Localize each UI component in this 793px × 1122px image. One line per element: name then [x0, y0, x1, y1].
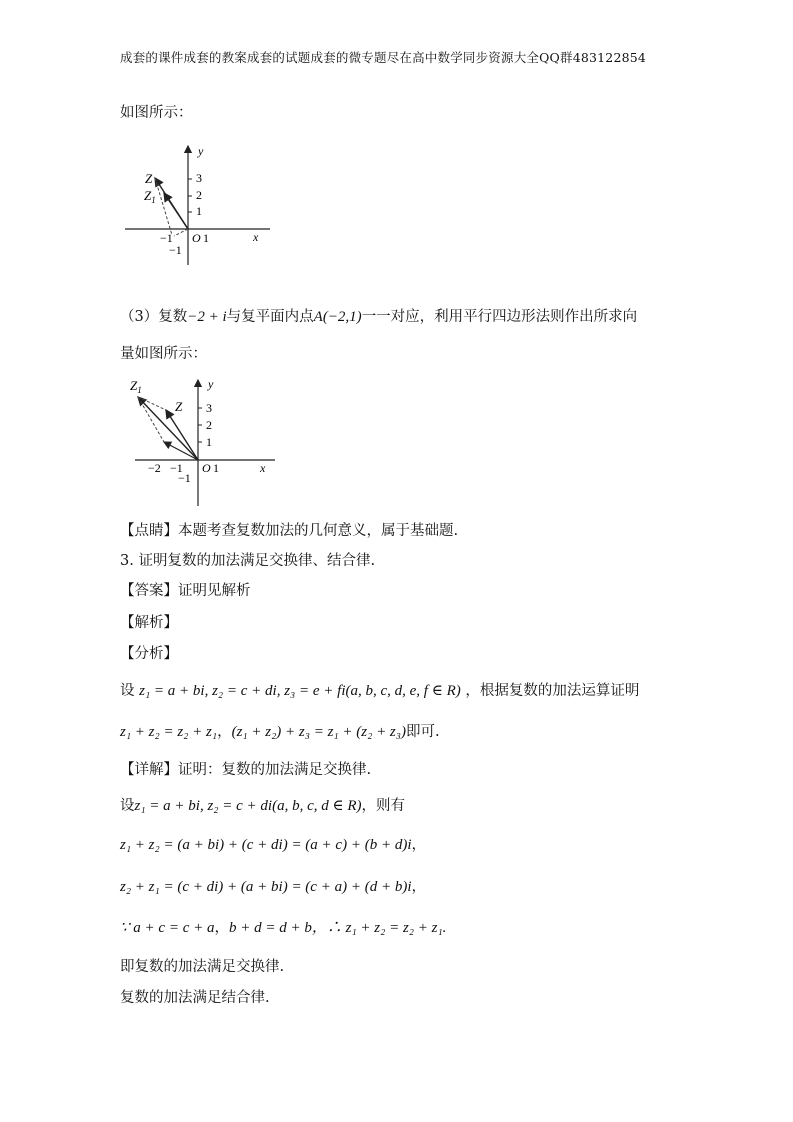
figure-2-parallelogram-diagram	[120, 372, 285, 512]
tick-neg2-x: −2	[148, 461, 161, 475]
item3-line1: （3）复数−2 + i与复平面内点A(−2,1)一一对应，利用平行四边形法则作出所求向	[120, 309, 638, 325]
figure-1-vector-diagram	[120, 140, 280, 268]
dianjing-line: 【点睛】本题考查复数加法的几何意义，属于基础题.	[120, 523, 459, 539]
vector-z1	[138, 397, 198, 460]
z1-label: $Z_1$	[144, 188, 156, 205]
fenxi-line1: 设 z₁ = a + bi, z₂ = c + di, z₃ = e + fi(a, b, c, d, e, f ∈ R) ，根据复数的加法运算证明	[120, 683, 640, 699]
tick-1-x: 1	[203, 231, 209, 245]
y-label: y	[208, 377, 214, 391]
conclusion-2: 复数的加法满足结合律.	[120, 990, 270, 1006]
y-label: y	[198, 144, 204, 158]
vector-z	[166, 410, 198, 460]
fenxi-line2: z₁ + z₂ = z₂ + z₁，(z₁ + z₂) + z₃ = z₁ + (z₂ + z₃)即可.	[120, 724, 440, 740]
tick-3: 3	[196, 171, 202, 185]
tick-neg1-x: −1	[170, 461, 183, 475]
item3-line2: 量如图所示：	[120, 346, 207, 362]
origin-label: O	[192, 231, 201, 245]
x-label: x	[260, 461, 266, 475]
x-label: x	[253, 230, 259, 244]
proof-eq1: z₁ + z₂ = (a + bi) + (c + di) = (a + c) + (b + d)i，	[120, 837, 426, 853]
proof-because: ∵ a + c = c + a，b + d = d + b，∴ z₁ + z₂ = z₂ + z₁.	[120, 920, 447, 936]
figure-caption-1: 如图所示：	[120, 105, 193, 121]
question-3: 3. 证明复数的加法满足交换律、结合律.	[120, 553, 376, 569]
tick-neg1-y: −1	[178, 471, 191, 485]
z-label: Z	[145, 171, 153, 186]
fenxi-tag: 【分析】	[120, 646, 178, 662]
proof-eq2: z₂ + z₁ = (c + di) + (a + bi) = (c + a) + (d + b)i，	[120, 879, 426, 895]
answer-line: 【答案】证明见解析	[120, 583, 251, 599]
tick-1: 1	[206, 435, 212, 449]
vector-z1	[164, 193, 188, 229]
origin-label: O	[202, 461, 211, 475]
page-header: 成套的课件成套的教案成套的试题成套的微专题尽在高中数学同步资源大全QQ群483122854	[120, 50, 647, 65]
tick-2: 2	[196, 188, 202, 202]
z-label: Z	[175, 399, 183, 414]
tick-3: 3	[206, 401, 212, 415]
z1-label: $Z_1$	[130, 378, 142, 395]
jiexi-tag: 【解析】	[120, 615, 178, 631]
xiangjie-line: 【详解】证明：复数的加法满足交换律.	[120, 762, 372, 778]
tick-neg1-x: −1	[160, 231, 173, 245]
tick-2: 2	[206, 418, 212, 432]
tick-1-x: 1	[213, 461, 219, 475]
proof-set-line: 设z₁ = a + bi, z₂ = c + di(a, b, c, d ∈ R)，则有	[120, 798, 405, 814]
conclusion-1: 即复数的加法满足交换律.	[120, 959, 285, 975]
tick-1: 1	[196, 204, 202, 218]
tick-neg1-y: −1	[169, 243, 182, 257]
